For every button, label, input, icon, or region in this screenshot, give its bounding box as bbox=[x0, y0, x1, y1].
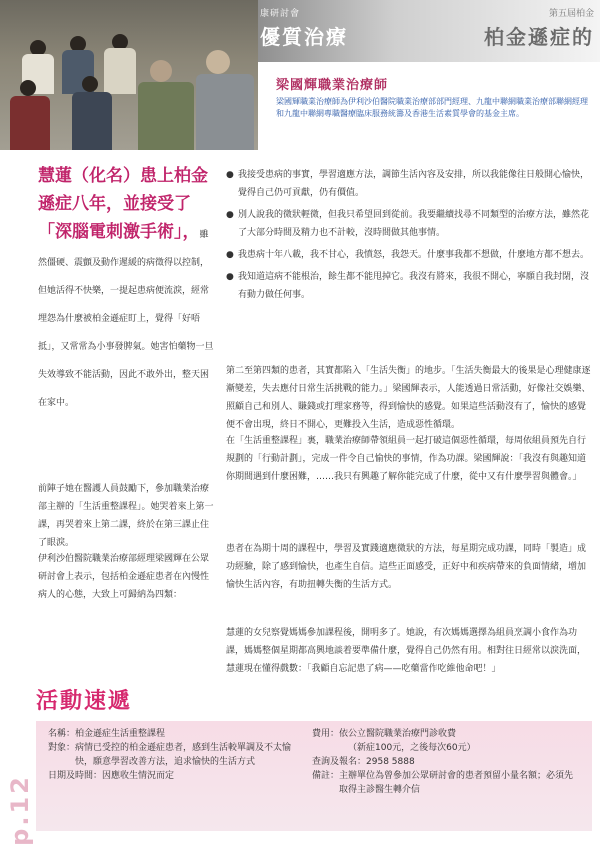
list-item: ● 別人說我的微狀輕微，但我只希望回到從前。我要繼續找尋不同類型的治療方法，雖然花了大部分時間及精力也不計較，沒時間做其他事情。 bbox=[226, 206, 594, 242]
remark-value: 主辦單位為曾參加公眾研討會的患者預留小量名額；必須先取得主診醫生轉介信 bbox=[339, 771, 574, 795]
fee-value: 依公立醫院職業治療門診收費 bbox=[339, 729, 457, 739]
banner-right-title bbox=[454, 6, 594, 50]
fee-note: （新症100元，之後每次60元） bbox=[348, 743, 476, 753]
activity-info-left bbox=[48, 727, 298, 783]
activity-info-box bbox=[36, 721, 592, 831]
list-item: ● 我患病十年八載，我不甘心，我憤怒，我怨天。什麼事我都不想做，什麼地方都不想去。 bbox=[226, 246, 594, 264]
enquiry-label: 查詢及報名： bbox=[312, 757, 367, 767]
enquiry-value: 2958 5888 bbox=[366, 757, 415, 767]
name-value: 柏金遜症生活重整課程 bbox=[75, 729, 166, 739]
list-item: ● 我知道這病不能根治，餘生都不能甩掉它。我沒有將來，我很不開心，寧願自我封閉，沒有動力做任何事。 bbox=[226, 268, 594, 304]
right-paragraph-2: 在「生活重整課程」裏，職業治療師帶領組員一起打破這個惡性循環，每周依組員預先自行規劃的「行動計劃」，完成一件令自己愉快的事情，作為功課。梁國輝說：「我沒有與趣知道你期間遇到什麼困難，……我只有興趣了解你能完成了什麼，從中又有什麼學習與體會。」 bbox=[226, 436, 587, 482]
banner-left-big: 優質治療 bbox=[260, 25, 348, 49]
left-paragraph-2: 前陣子她在醫護人員鼓勵下，參加職業治療部主辦的「生活重整課程」。她哭着來上第一課，再哭着來上第二課，終於在第三課止住了眼淚。 bbox=[38, 484, 214, 548]
page-number-text: p.12 bbox=[5, 774, 34, 846]
date-label: 日期及時間： bbox=[48, 771, 103, 781]
target-label: 對象： bbox=[48, 743, 76, 753]
author-bio: 梁國輝職業治療師為伊利沙伯醫院職業治療部部門經理、九龍中聯網職業治療部聯網經理和九龍中聯網專職醫療臨床服務統籌及香港生活素質學會的基金主席。 bbox=[276, 97, 588, 118]
list-item: ● 我接受患病的事實，學習適應方法，調節生活內容及安排，所以我能像往日般開心愉快，覺得自己仍可貢獻，仍有價值。 bbox=[226, 166, 594, 202]
page-number bbox=[4, 768, 34, 848]
lead-rest: 雖然僵硬、震顫及動作遲緩的病徵得以控制，但她活得不快樂，一提起患病便流淚，經常埋怨為什麼被柏金遜症盯上，覺得「好唔抵」，又常常為小事發脾氣。她害怕藥物一旦失效導致不能活動，因此不敢外出，整天困在家中。 bbox=[38, 230, 214, 408]
activity-info-right bbox=[312, 727, 582, 797]
seminar-banner bbox=[258, 0, 600, 62]
right-paragraph-3: 患者在為期十周的課程中，學習及實踐適應微狀的方法，每星期完成功課，同時「製造」成功經驗，除了感到愉快，也產生自信。這些正面感受，正好中和疾病帶來的負面情緒，增加愉快生活內容，有助扭轉失衡的生活方式。 bbox=[226, 544, 587, 590]
mindset-list bbox=[226, 166, 594, 308]
remark-label: 備註： bbox=[312, 771, 340, 781]
banner-right-small: 第五屆柏金 bbox=[548, 9, 594, 19]
author-name: 梁國輝職業治療師 bbox=[276, 78, 389, 93]
lead-headline: 慧蓮（化名）患上柏金遜症八年，並接受了「深腦電刺激手術」， bbox=[38, 166, 208, 242]
banner-left-small: 康研討會 bbox=[260, 9, 301, 19]
seminar-photo bbox=[0, 0, 258, 150]
lead-paragraph bbox=[38, 162, 216, 414]
right-paragraph-4: 慧蓮的女兒察覺媽媽參加課程後，開明多了。她說，有次媽媽選擇為組員烹調小食作為功課，媽媽整個星期都高興地談着要準備什麼，覺得自己仍然有用。相對往日經常以淚洗面，慧蓮現在懂得戲數：「我顧自忘記患了病——吃藥當作吃維他命吧！」 bbox=[226, 628, 587, 674]
fee-label: 費用： bbox=[312, 729, 340, 739]
name-label: 名稱： bbox=[48, 729, 76, 739]
banner-left-title bbox=[260, 6, 410, 50]
activity-title: 活動速遞 bbox=[36, 689, 133, 714]
banner-right-big: 柏金遜症的 bbox=[484, 25, 594, 49]
right-paragraph-1: 第二至第四類的患者，其實都陷入「生活失衡」的地步。「生活失衡最大的後果是心理健康逐漸變差，失去應付日常生活挑戰的能力。」梁國輝表示，人能透過日常活動，好像社交娛樂、照顧自己和別人、賺錢或打理家務等，得到愉快的感覺。如果這些活動沒有了，愉快的感覺便不會出現，終日不開心，更難投入生活，造成惡性循環。 bbox=[226, 366, 591, 430]
left-paragraph-3: 伊利沙伯醫院職業治療部經理梁國輝在公眾研討會上表示，包括柏金遜症患者在內慢性病人的心態，大致上可歸納為四類： bbox=[38, 554, 210, 600]
date-value: 因應收生情況而定 bbox=[102, 771, 175, 781]
target-value: 病情已受控的柏金遜症患者，感到生活較單調及不太愉快，願意學習改善方法，追求愉快的生活方式 bbox=[75, 743, 292, 767]
